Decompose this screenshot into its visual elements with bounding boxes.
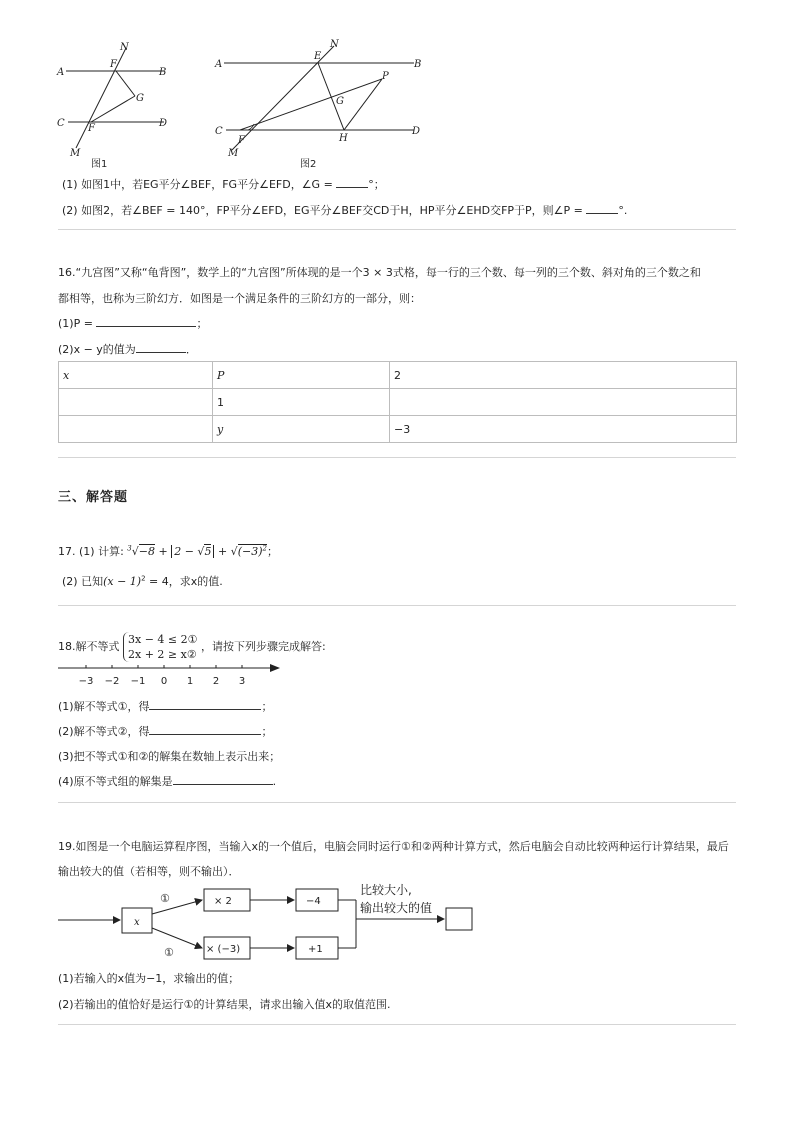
q16-part2-label: (2)x − y的值为 [58,343,136,356]
f2-label-H: H [339,133,348,144]
q17-part2-label: (2) 已知 [62,575,104,588]
q16-line1: 16.“九宫图”又称“龟背图”，数学上的“九宫图”所体现的是一个3 × 3式格，每一行的三个数、每一列的三个数、斜对角的三个数之和 [58,266,701,279]
table-cell [59,389,213,416]
f2-label-F: F [238,135,245,146]
q18-tail: ，请按下列步骤完成解答: [200,640,326,653]
q16-part1-end: ； [196,317,208,330]
equation-lhs: (x − 1) [103,575,142,588]
table-row [59,362,737,389]
number-line-tick-label: 2 [212,676,220,687]
flow-note-1: 比较大小, [360,883,412,897]
number-line-tick-label: 1 [186,676,194,687]
figure-1 [56,38,186,160]
f2-label-E: E [314,51,322,62]
f1-label-F-top: F [110,59,117,70]
q19-part2: (2)若输出的值恰好是运行①的计算结果，请求出输入值x的取值范围. [58,998,391,1011]
magic-square-table [58,361,737,443]
f2-label-B: B [414,59,422,70]
number-line-tick-label: 0 [160,676,168,687]
q18-step2-end: ； [261,725,273,738]
q18-answer-blank-2[interactable] [149,723,261,735]
f2-label-C: C [215,126,223,137]
abs-part: 2 − [174,545,194,558]
f1-label-C: C [57,118,65,129]
q18-answer-blank-3[interactable] [173,773,273,785]
flow-minus-4: −4 [306,896,321,907]
flowchart [56,878,476,968]
q16-line2: 都相等，也称为三阶幻方．如图是一个满足条件的三阶幻方的一部分，则： [58,292,421,305]
table-row [59,416,737,443]
f1-label-M: M [70,148,81,159]
q17-number: 17. [58,545,76,558]
inequality-system [123,632,197,662]
q18-step4-text: (4)原不等式组的解集是 [58,775,173,788]
flow-input-x: x [134,917,140,928]
q15-answer-blank-1[interactable] [336,176,368,188]
divider [58,605,736,606]
f2-label-D: D [412,126,421,137]
q18-step3: (3)把不等式①和②的解集在数轴上表示出来； [58,750,281,763]
flow-plus-1: +1 [308,944,323,955]
inequality-1: 3x − 4 ≤ 2① [128,633,198,646]
flow-times-neg3: × (−3) [206,944,241,955]
q18-step4-end: . [272,775,277,788]
number-line-tick-label: −3 [78,676,94,687]
flow-times-2: × 2 [214,896,232,907]
q15-part2-unit: °. [618,204,628,217]
table-cell: x [59,362,213,389]
q16-part1 [58,315,207,331]
q16-answer-blank-2[interactable] [136,341,186,353]
q16-part2-end: ． [185,343,197,356]
q17-part1-label: (1) 计算: [79,545,124,558]
table-cell [59,416,213,443]
f1-label-B: B [159,67,167,78]
figure-2 [214,38,434,160]
table-cell: P [213,362,390,389]
inequality-2: 2x + 2 ≥ x② [128,648,197,661]
q15-part1-text: (1) 如图1中，若EG平分∠BEF，FG平分∠EFD，∠G = [62,178,333,191]
q18-header [58,632,326,662]
f1-label-A: A [57,67,65,78]
q18-step1 [58,698,272,714]
flow-output-box [446,908,472,930]
plus-sign: + [217,545,228,558]
q15-part2-text: (2) 如图2，若∠BEF = 140°，FP平分∠EFD，EG平分∠BEF交CD于H，HP平分∠EHD交FP于P，则∠P = [62,204,583,217]
table-cell: 1 [213,389,390,416]
q18-step2 [58,723,272,739]
divider [58,802,736,803]
q19-part1: (1)若输入的x值为−1，求输出的值； [58,972,240,985]
q15-part1-unit: °； [368,178,385,191]
q18-step4 [58,773,276,789]
f2-label-P: P [382,71,389,82]
q17-part2 [62,573,223,589]
q19-line1: 19.如图是一个电脑运算程序图，当输入x的一个值后，电脑会同时运行①和②两种计算方式，然后电脑会自动比较两种运行计算结果，最后 [58,840,729,853]
section-title: 三、解答题 [58,490,129,505]
number-line [58,660,283,690]
exponent: 2 [262,544,267,553]
table-cell: y [213,416,390,443]
f1-label-D: D [159,118,168,129]
exponent: 2 [141,574,146,583]
q16-part1-label: (1)P = [58,317,93,330]
q18-step1-end: ； [261,700,273,713]
table-cell [390,389,737,416]
table-cell: −3 [390,416,737,443]
q17-part2-rest: = 4，求x的值. [149,575,223,588]
absolute-value-expression: 2 − √5 [171,545,214,558]
flow-mark-1: ① [160,892,170,905]
q18-answer-blank-1[interactable] [149,698,261,710]
divider [58,457,736,458]
f1-label-G: G [136,93,144,104]
f1-label-F-bot: F [88,123,95,134]
f1-label-N: N [120,42,129,53]
radicand: −8 [138,545,155,558]
flow-mark-2: ① [164,946,174,959]
figure-1-caption: 图1 [91,159,108,170]
q16-part2 [58,341,197,357]
q19-line2: 输出较大的值（若相等，则不输出）． [58,865,240,878]
square-root-expression: $√(-3)^2$ [230,544,267,558]
radicand: (−3) [237,545,263,558]
q17-part1 [58,543,278,559]
cube-root-expression: $^3$√−8 [127,544,155,558]
q17-part1-end: ； [266,545,278,558]
f2-label-N: N [330,39,339,50]
q18-step2-text: (2)解不等式②，得 [58,725,150,738]
q15-part2 [62,202,627,218]
q15-part1 [62,176,385,192]
plus-sign: + [158,545,168,558]
number-line-tick-label: −1 [130,676,146,687]
q18-step1-text: (1)解不等式①，得 [58,700,150,713]
flow-note-2: 输出较大的值 [360,901,433,915]
figure-2-caption: 图2 [300,159,317,170]
table-cell: 2 [390,362,737,389]
number-line-tick-label: −2 [104,676,120,687]
q15-answer-blank-2[interactable] [586,202,618,214]
q18-head: 18.解不等式 [58,640,120,653]
divider [58,1024,736,1025]
q16-answer-blank-1[interactable] [96,315,196,327]
number-line-tick-label: 3 [238,676,246,687]
table-row [59,389,737,416]
f2-label-A: A [215,59,223,70]
radicand: 5 [204,545,212,558]
f2-label-G: G [336,96,344,107]
divider [58,229,736,230]
f2-label-M: M [228,148,239,159]
